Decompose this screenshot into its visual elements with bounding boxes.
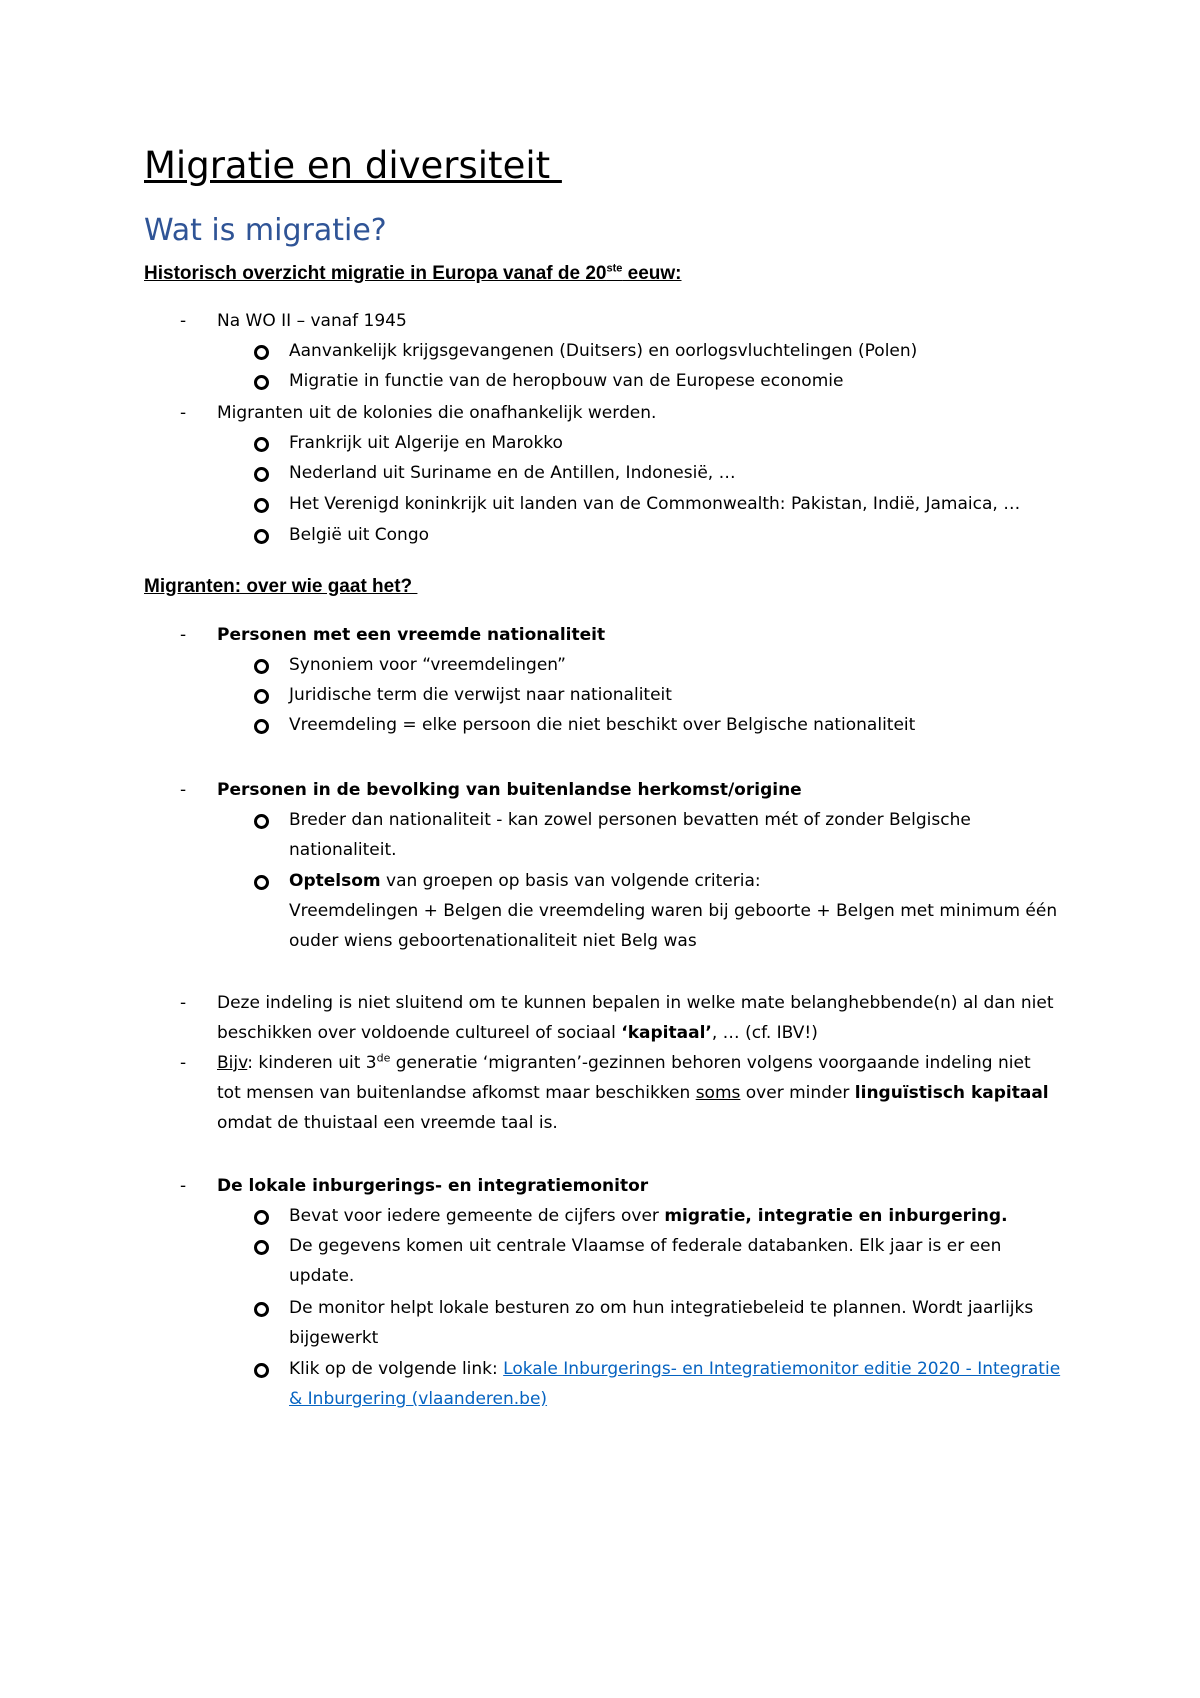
section1-heading: Historisch overzicht migratie in Europa vanaf de 20ste eeuw:: [144, 262, 682, 284]
list-dash: -: [180, 780, 187, 800]
list-item: Bijv: kinderen uit 3de generatie ‘migranten’-gezinnen behoren volgens voorgaande indeling niet tot mensen van buitenlandse afkomst maar beschikken soms over minder linguïstisch kapitaal omdat de thuistaal een vreemde taal is.: [217, 1051, 1049, 1133]
circle-bullet-icon: [254, 498, 269, 513]
list-dash: -: [180, 1053, 187, 1073]
list-subitem: Frankrijk uit Algerije en Marokko: [289, 433, 563, 453]
list-item: Personen met een vreemde nationaliteit: [217, 625, 606, 645]
circle-bullet-icon: [254, 1363, 269, 1378]
list-subitem: België uit Congo: [289, 525, 430, 545]
circle-bullet-icon: [254, 719, 269, 734]
list-item: De lokale inburgerings- en integratiemonitor: [217, 1176, 649, 1196]
circle-bullet-icon: [254, 1210, 269, 1225]
list-dash: -: [180, 625, 187, 645]
section2-heading: Migranten: over wie gaat het?: [144, 576, 418, 597]
circle-bullet-icon: [254, 467, 269, 482]
list-subitem: De monitor helpt lokale besturen zo om hun integratiebeleid te plannen. Wordt jaarlijks bijgewerkt: [289, 1298, 1034, 1348]
circle-bullet-icon: [254, 689, 269, 704]
list-subitem: Migratie in functie van de heropbouw van de Europese economie: [289, 371, 844, 391]
list-subitem: Bevat voor iedere gemeente de cijfers over migratie, integratie en inburgering.: [289, 1206, 1008, 1226]
list-subitem: Breder dan nationaliteit - kan zowel personen bevatten mét of zonder Belgische nationaliteit.: [289, 810, 971, 860]
list-dash: -: [180, 311, 187, 331]
list-dash: -: [180, 993, 187, 1013]
list-subitem: De gegevens komen uit centrale Vlaamse of federale databanken. Elk jaar is er een update.: [289, 1236, 1002, 1286]
list-subitem: Klik op de volgende link: Lokale Inburgerings- en Integratiemonitor editie 2020 - Integratie & Inburgering (vlaanderen.be): [289, 1359, 1061, 1409]
circle-bullet-icon: [254, 375, 269, 390]
document-title: Migratie en diversiteit: [144, 144, 562, 187]
list-item: Deze indeling is niet sluitend om te kunnen bepalen in welke mate belanghebbende(n) al dan niet beschikken over voldoende cultureel of sociaal ‘kapitaal’, … (cf. IBV!): [217, 993, 1054, 1043]
list-dash: -: [180, 1176, 187, 1196]
monitor-link[interactable]: Lokale Inburgerings- en Integratiemonitor editie 2020 - Integratie & Inburgering (vlaanderen.be): [289, 1359, 1061, 1409]
list-dash: -: [180, 403, 187, 423]
list-subitem: Aanvankelijk krijgsgevangenen (Duitsers) en oorlogsvluchtelingen (Polen): [289, 341, 918, 361]
list-item: Migranten uit de kolonies die onafhankelijk werden.: [217, 403, 657, 423]
list-subitem: Synoniem voor “vreemdelingen”: [289, 655, 566, 675]
circle-bullet-icon: [254, 814, 269, 829]
list-subitem: Juridische term die verwijst naar nationaliteit: [289, 685, 672, 705]
circle-bullet-icon: [254, 875, 269, 890]
list-subitem: Optelsom van groepen op basis van volgende criteria: Vreemdelingen + Belgen die vreemdeling waren bij geboorte + Belgen met minimum één ouder wiens geboortenationaliteit niet Belg was: [289, 871, 1058, 951]
section-title: Wat is migratie?: [144, 213, 387, 248]
circle-bullet-icon: [254, 437, 269, 452]
list-subitem: Vreemdeling = elke persoon die niet beschikt over Belgische nationaliteit: [289, 715, 916, 735]
circle-bullet-icon: [254, 1240, 269, 1255]
list-item: Na WO II – vanaf 1945: [217, 311, 407, 331]
circle-bullet-icon: [254, 345, 269, 360]
list-subitem: Het Verenigd koninkrijk uit landen van de Commonwealth: Pakistan, Indië, Jamaica, …: [289, 494, 1021, 514]
circle-bullet-icon: [254, 529, 269, 544]
list-item: Personen in de bevolking van buitenlandse herkomst/origine: [217, 780, 802, 800]
list-subitem: Nederland uit Suriname en de Antillen, Indonesië, …: [289, 463, 736, 483]
circle-bullet-icon: [254, 659, 269, 674]
circle-bullet-icon: [254, 1302, 269, 1317]
